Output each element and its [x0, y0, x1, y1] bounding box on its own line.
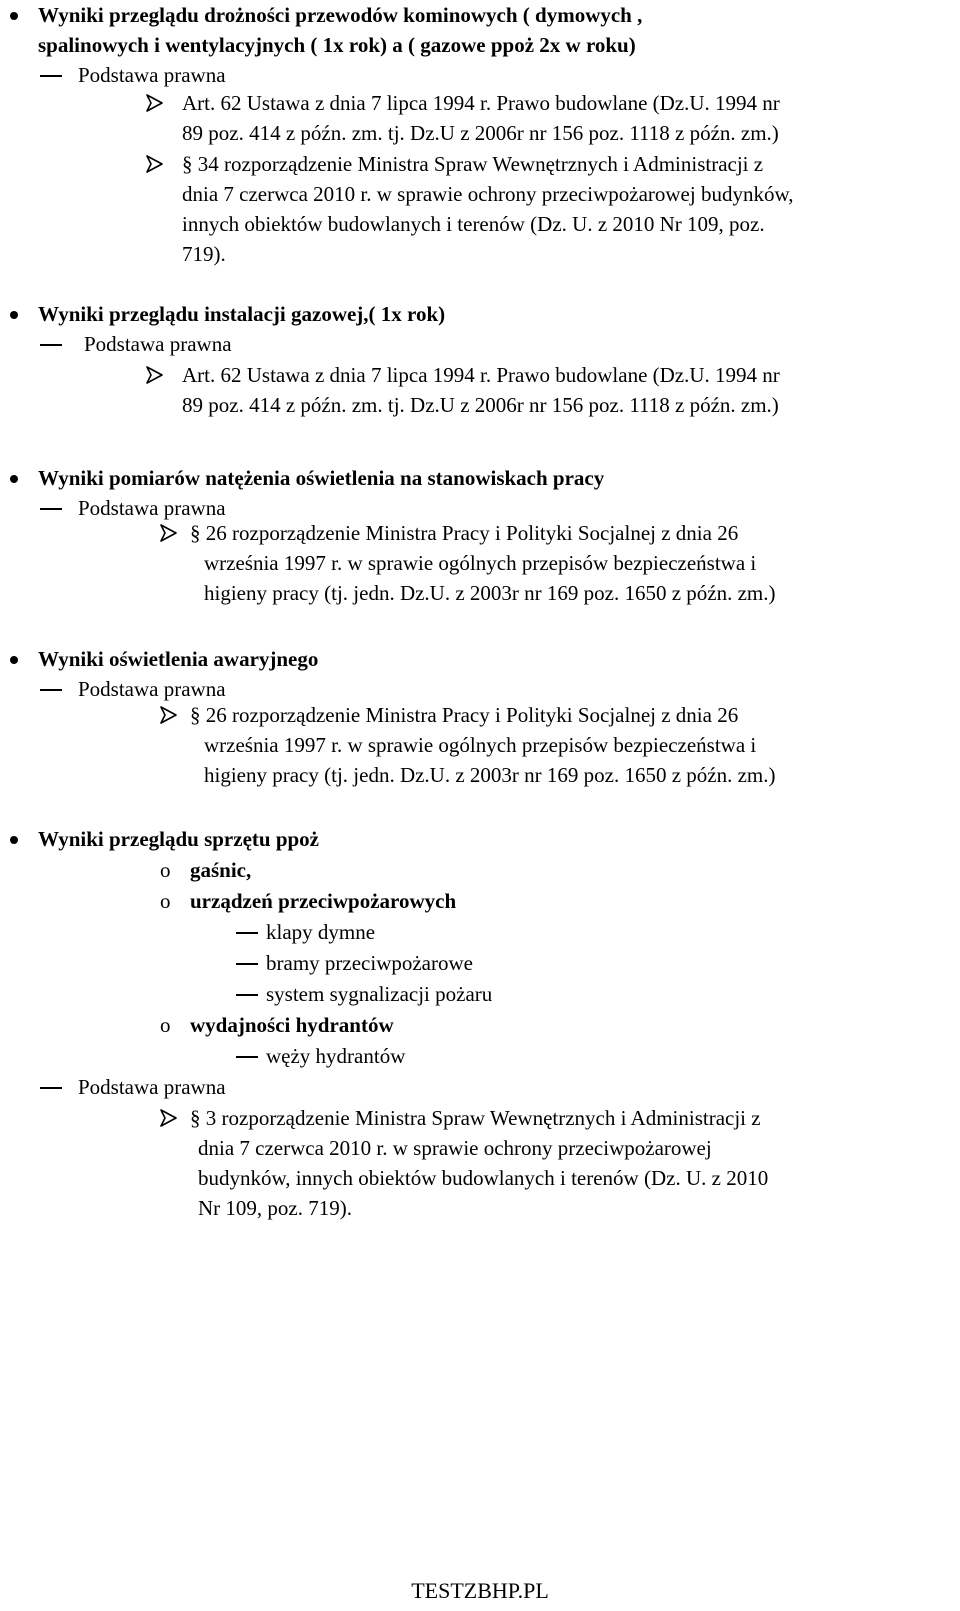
legal-reference-line: dnia 7 czerwca 2010 r. w sprawie ochrony przeciwpożarowej budynków, — [182, 182, 794, 206]
dash-icon — [40, 1087, 62, 1089]
basis-label: Podstawa prawna — [78, 677, 226, 701]
legal-reference-line: września 1997 r. w sprawie ogólnych przepisów bezpieczeństwa i — [204, 551, 757, 575]
legal-reference-line: Art. 62 Ustawa z dnia 7 lipca 1994 r. Prawo budowlane (Dz.U. 1994 nr — [182, 91, 780, 115]
subitem-marker: o — [160, 858, 171, 882]
arrow-icon — [146, 94, 164, 112]
legal-reference-line: dnia 7 czerwca 2010 r. w sprawie ochrony przeciwpożarowej — [198, 1136, 712, 1160]
dash-icon — [236, 932, 258, 934]
subitem-marker: o — [160, 889, 171, 913]
section-title: Wyniki pomiarów natężenia oświetlenia na stanowiskach pracy — [38, 466, 605, 490]
dash-icon — [40, 75, 62, 77]
basis-label: Podstawa prawna — [78, 496, 226, 520]
section-title: Wyniki przeglądu drożności przewodów kominowych ( dymowych , — [38, 3, 643, 27]
legal-reference-line: innych obiektów budowlanych i terenów (Dz. U. z 2010 Nr 109, poz. — [182, 212, 765, 236]
subitem-label: wydajności hydrantów — [190, 1013, 394, 1037]
subitem-child: węży hydrantów — [266, 1044, 406, 1068]
legal-reference-line: § 26 rozporządzenie Ministra Pracy i Polityki Socjalnej z dnia 26 — [190, 703, 739, 727]
dash-icon — [236, 963, 258, 965]
arrow-icon — [146, 366, 164, 384]
legal-reference-line: budynków, innych obiektów budowlanych i terenów (Dz. U. z 2010 — [198, 1166, 769, 1190]
legal-reference-line: § 26 rozporządzenie Ministra Pracy i Polityki Socjalnej z dnia 26 — [190, 521, 739, 545]
dash-icon — [40, 344, 62, 346]
arrow-icon — [160, 706, 178, 724]
subitem-child: klapy dymne — [266, 920, 376, 944]
legal-reference-line: września 1997 r. w sprawie ogólnych przepisów bezpieczeństwa i — [204, 733, 757, 757]
subitem-marker: o — [160, 1013, 171, 1037]
basis-label: Podstawa prawna — [78, 63, 226, 87]
section-title: Wyniki oświetlenia awaryjnego — [38, 647, 319, 671]
section-title: spalinowych i wentylacyjnych ( 1x rok) a ( gazowe ppoż 2x w roku) — [38, 33, 636, 57]
arrow-icon — [160, 524, 178, 542]
bullet-icon — [10, 836, 18, 844]
bullet-icon — [10, 12, 18, 20]
arrow-icon — [146, 155, 164, 173]
legal-reference-line: § 3 rozporządzenie Ministra Spraw Wewnętrznych i Administracji z — [190, 1106, 761, 1130]
legal-reference-line: § 34 rozporządzenie Ministra Spraw Wewnętrznych i Administracji z — [182, 152, 764, 176]
subitem-child: system sygnalizacji pożaru — [266, 982, 493, 1006]
dash-icon — [40, 508, 62, 510]
footer-text: TESTZBHP.PL — [411, 1578, 549, 1603]
legal-reference-line: Art. 62 Ustawa z dnia 7 lipca 1994 r. Prawo budowlane (Dz.U. 1994 nr — [182, 363, 780, 387]
subitem-child: bramy przeciwpożarowe — [266, 951, 473, 975]
subitem-label: gaśnic, — [190, 858, 252, 882]
subitem-label: urządzeń przeciwpożarowych — [190, 889, 457, 913]
legal-reference-line: 89 poz. 414 z późn. zm. tj. Dz.U z 2006r nr 156 poz. 1118 z późn. zm.) — [182, 121, 779, 145]
legal-reference-line: higieny pracy (tj. jedn. Dz.U. z 2003r nr 169 poz. 1650 z późn. zm.) — [204, 581, 776, 605]
dash-icon — [40, 689, 62, 691]
legal-reference-line: Nr 109, poz. 719). — [198, 1196, 352, 1220]
dash-icon — [236, 994, 258, 996]
legal-reference-line: higieny pracy (tj. jedn. Dz.U. z 2003r nr 169 poz. 1650 z późn. zm.) — [204, 763, 776, 787]
legal-reference-line: 719). — [182, 242, 226, 266]
bullet-icon — [10, 311, 18, 319]
dash-icon — [236, 1056, 258, 1058]
basis-label: Podstawa prawna — [84, 332, 232, 356]
arrow-icon — [160, 1109, 178, 1127]
bullet-icon — [10, 656, 18, 664]
bullet-icon — [10, 475, 18, 483]
legal-reference-line: 89 poz. 414 z późn. zm. tj. Dz.U z 2006r nr 156 poz. 1118 z późn. zm.) — [182, 393, 779, 417]
basis-label: Podstawa prawna — [78, 1075, 226, 1099]
section-title: Wyniki przeglądu instalacji gazowej,( 1x rok) — [38, 302, 446, 326]
section-title: Wyniki przeglądu sprzętu ppoż — [38, 827, 319, 851]
